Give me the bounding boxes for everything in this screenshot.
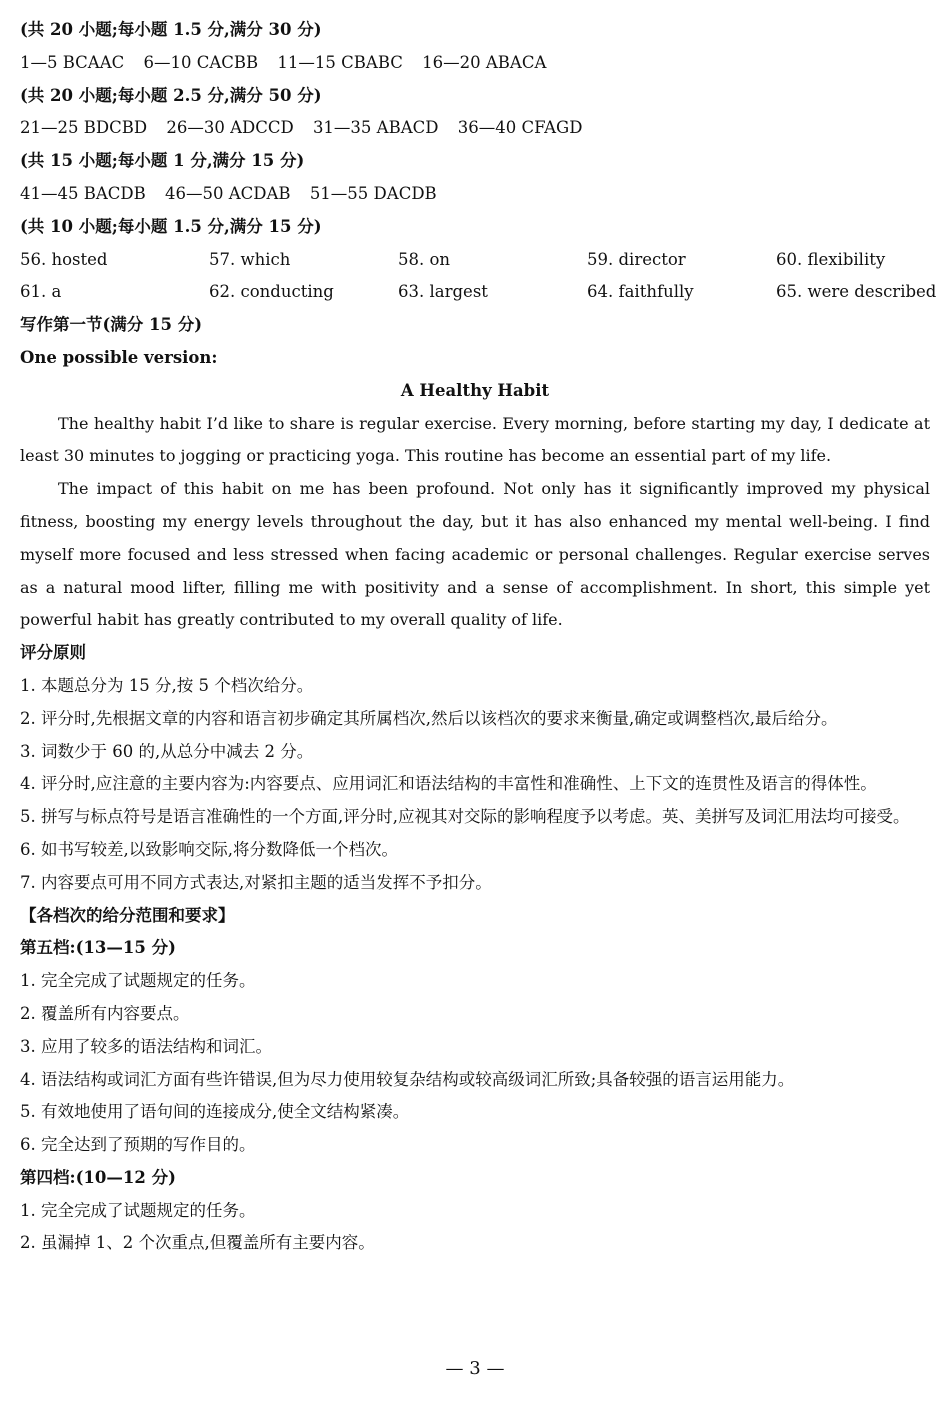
rule-item: 6. 如书写较差,以致影响交际,将分数降低一个档次。: [20, 839, 398, 859]
answer-key-page: [20, 14, 937, 1260]
version-label: One possible version:: [20, 347, 218, 367]
answer-item: 58. on: [398, 249, 451, 269]
level4-header: 第四档:(10—12 分): [20, 1167, 176, 1187]
answer-group: 11—15 CBABC: [277, 52, 403, 72]
answer-group: 21—25 BDCBD: [20, 118, 148, 138]
level4-item: 1. 完全完成了试题规定的任务。: [20, 1200, 256, 1220]
section1-answers: [20, 47, 930, 80]
answer-group: 1—5 BCAAC: [20, 52, 125, 72]
answer-item: 60. flexibility: [776, 249, 886, 269]
answer-group: 36—40 CFAGD: [457, 118, 583, 138]
rule-item: 1. 本题总分为 15 分,按 5 个档次给分。: [20, 675, 314, 695]
section2-answers: [20, 112, 930, 145]
level5-item: 1. 完全完成了试题规定的任务。: [20, 971, 256, 991]
answer-item: 63. largest: [398, 282, 488, 302]
page-number: — 3 —: [445, 1358, 505, 1379]
answer-group: 31—35 ABACD: [312, 118, 439, 138]
rule-item: 2. 评分时,先根据文章的内容和语言初步确定其所属档次,然后以该档次的要求来衡量,确定或调整档次,最后给分。: [20, 708, 838, 728]
answer-item: 61. a: [20, 282, 62, 302]
answer-group: 16—20 ABACA: [422, 52, 547, 72]
answer-group: 46—50 ACDAB: [165, 183, 291, 203]
answer-item: 56. hosted: [20, 249, 108, 269]
rule-item: 3. 词数少于 60 的,从总分中减去 2 分。: [20, 741, 314, 761]
section4-row1: [20, 244, 930, 277]
rules-header: 评分原则: [20, 643, 86, 663]
answer-item: 65. were described: [776, 282, 937, 302]
answer-group: 6—10 CACBB: [143, 52, 259, 72]
answer-group: 26—30 ADCCD: [166, 118, 294, 138]
section1-header: (共 20 小题;每小题 1.5 分,满分 30 分): [20, 20, 322, 39]
answer-group: 51—55 DACDB: [309, 183, 437, 203]
section3-header: (共 15 小题;每小题 1 分,满分 15 分): [20, 151, 305, 171]
level4-item: 2. 虽漏掉 1、2 个次重点,但覆盖所有主要内容。: [20, 1233, 375, 1253]
level5-header: 第五档:(13—15 分): [20, 938, 176, 958]
level5-item: 6. 完全达到了预期的写作目的。: [20, 1135, 256, 1155]
answer-item: 59. director: [587, 249, 686, 269]
essay-title: A Healthy Habit: [400, 380, 550, 400]
section4-header: (共 10 小题;每小题 1.5 分,满分 15 分): [20, 216, 322, 236]
answer-item: 62. conducting: [209, 282, 334, 302]
level5-item: 3. 应用了较多的语法结构和词汇。: [20, 1036, 272, 1056]
rule-item: 7. 内容要点可用不同方式表达,对紧扣主题的适当发挥不予扣分。: [20, 872, 492, 892]
writing-header: 写作第一节(满分 15 分): [20, 315, 203, 335]
level5-item: 5. 有效地使用了语句间的连接成分,使全文结构紧凑。: [20, 1102, 410, 1122]
answer-group: 41—45 BACDB: [20, 183, 146, 203]
rule-item: 5. 拼写与标点符号是语言准确性的一个方面,评分时,应视其对交际的影响程度予以考虑。英、美拼写及词汇用法均可接受。: [20, 807, 910, 827]
level5-item: 4. 语法结构或词汇方面有些许错误,但为尽力使用较复杂结构或较高级词汇所致;具备较强的语言运用能力。: [20, 1069, 795, 1089]
section4-row2: [20, 276, 937, 309]
essay-paragraph: The healthy habit I’d like to share is regular exercise. Every morning, before starting my day, I dedicate at least 30 minutes to jogging or practicing yoga. This routine has become an essential part of my life.: [20, 413, 930, 466]
essay-paragraph: The impact of this habit on me has been profound. Not only has it significantly improved my physical fitness, boosting my energy levels throughout the day, but it has also enhanced my mental well-being. I find myself more focused and less stressed when facing academic or personal challenges. Regular exercise serves as a natural mood lifter, filling me with positivity and a sense of accomplishment. In short, this simple yet powerful habit has greatly contributed to my overall quality of life.: [20, 479, 930, 630]
level5-item: 2. 覆盖所有内容要点。: [20, 1003, 190, 1023]
answer-item: 57. which: [209, 249, 291, 269]
section2-header: (共 20 小题;每小题 2.5 分,满分 50 分): [20, 85, 322, 105]
rule-item: 4. 评分时,应注意的主要内容为:内容要点、应用词汇和语法结构的丰富性和准确性、上下文的连贯性及语言的得体性。: [20, 774, 877, 794]
answer-item: 64. faithfully: [587, 282, 694, 302]
section3-answers: [20, 178, 930, 211]
levels-header: 【各档次的给分范围和要求】: [20, 905, 235, 925]
